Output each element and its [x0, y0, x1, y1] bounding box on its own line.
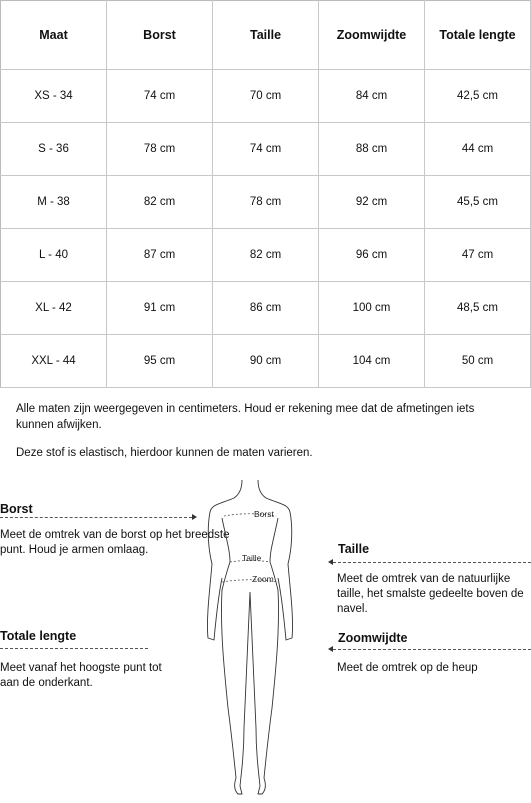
figure-label-zoom: Zoom — [252, 574, 274, 584]
header-taille: Taille — [213, 1, 319, 70]
zoomwijdte-description: Meet de omtrek op de heup — [337, 662, 478, 674]
cell-taille: 74 cm — [213, 123, 319, 176]
header-totale-lengte: Totale lengte — [425, 1, 531, 70]
cell-zoomwijdte: 92 cm — [319, 176, 425, 229]
body-outline-icon — [190, 478, 310, 798]
totale-lengte-title: Totale lengte — [0, 629, 77, 643]
figure-label-borst: Borst — [254, 509, 274, 519]
totale-lengte-description: Meet vanaf het hoogste punt tot aan de onderkant. — [0, 662, 162, 689]
cell-totale-lengte: 44 cm — [425, 123, 531, 176]
cell-taille: 78 cm — [213, 176, 319, 229]
size-table — [0, 0, 531, 388]
cell-zoomwijdte: 88 cm — [319, 123, 425, 176]
cell-maat: S - 36 — [1, 123, 107, 176]
cell-maat: XS - 34 — [1, 70, 107, 123]
header-maat: Maat — [1, 1, 107, 70]
cell-maat: L - 40 — [1, 229, 107, 282]
cell-totale-lengte: 47 cm — [425, 229, 531, 282]
header-zoomwijdte: Zoomwijdte — [319, 1, 425, 70]
taille-dashline — [333, 562, 531, 563]
table-row — [1, 123, 531, 176]
table-row — [1, 229, 531, 282]
cell-taille: 90 cm — [213, 335, 319, 388]
cell-borst: 87 cm — [107, 229, 213, 282]
header-borst: Borst — [107, 1, 213, 70]
table-header-row — [1, 1, 531, 70]
cell-zoomwijdte: 84 cm — [319, 70, 425, 123]
table-row — [1, 176, 531, 229]
borst-dashline — [0, 517, 192, 518]
figure-label-taille: Taille — [242, 553, 262, 563]
zoomwijdte-dashline — [333, 649, 531, 650]
body-figure — [190, 478, 310, 798]
cell-borst: 95 cm — [107, 335, 213, 388]
cell-maat: XXL - 44 — [1, 335, 107, 388]
table-row — [1, 70, 531, 123]
cell-maat: XL - 42 — [1, 282, 107, 335]
stretch-note: Deze stof is elastisch, hierdoor kunnen de maten varieren. — [16, 447, 313, 459]
cell-zoomwijdte: 96 cm — [319, 229, 425, 282]
cell-taille: 82 cm — [213, 229, 319, 282]
borst-title: Borst — [0, 502, 33, 516]
cell-totale-lengte: 42,5 cm — [425, 70, 531, 123]
cell-zoomwijdte: 100 cm — [319, 282, 425, 335]
cell-borst: 74 cm — [107, 70, 213, 123]
cell-totale-lengte: 45,5 cm — [425, 176, 531, 229]
cell-maat: M - 38 — [1, 176, 107, 229]
cell-borst: 91 cm — [107, 282, 213, 335]
cell-taille: 86 cm — [213, 282, 319, 335]
zoomwijdte-title: Zoomwijdte — [338, 631, 408, 645]
cell-borst: 78 cm — [107, 123, 213, 176]
borst-description: Meet de omtrek van de borst op het breedste punt. Houd je armen omlaag. — [0, 529, 230, 556]
table-row — [1, 335, 531, 388]
totale-lengte-dashline — [0, 648, 148, 649]
cell-taille: 70 cm — [213, 70, 319, 123]
units-note: Alle maten zijn weergegeven in centimeters. Houd er rekening mee dat de afmetingen iets kunnen afwijken. — [16, 403, 475, 431]
cell-zoomwijdte: 104 cm — [319, 335, 425, 388]
cell-totale-lengte: 50 cm — [425, 335, 531, 388]
taille-description: Meet de omtrek van de natuurlijke taille, het smalste gedeelte boven de navel. — [337, 573, 524, 615]
cell-totale-lengte: 48,5 cm — [425, 282, 531, 335]
cell-borst: 82 cm — [107, 176, 213, 229]
taille-title: Taille — [338, 542, 370, 556]
table-row — [1, 282, 531, 335]
